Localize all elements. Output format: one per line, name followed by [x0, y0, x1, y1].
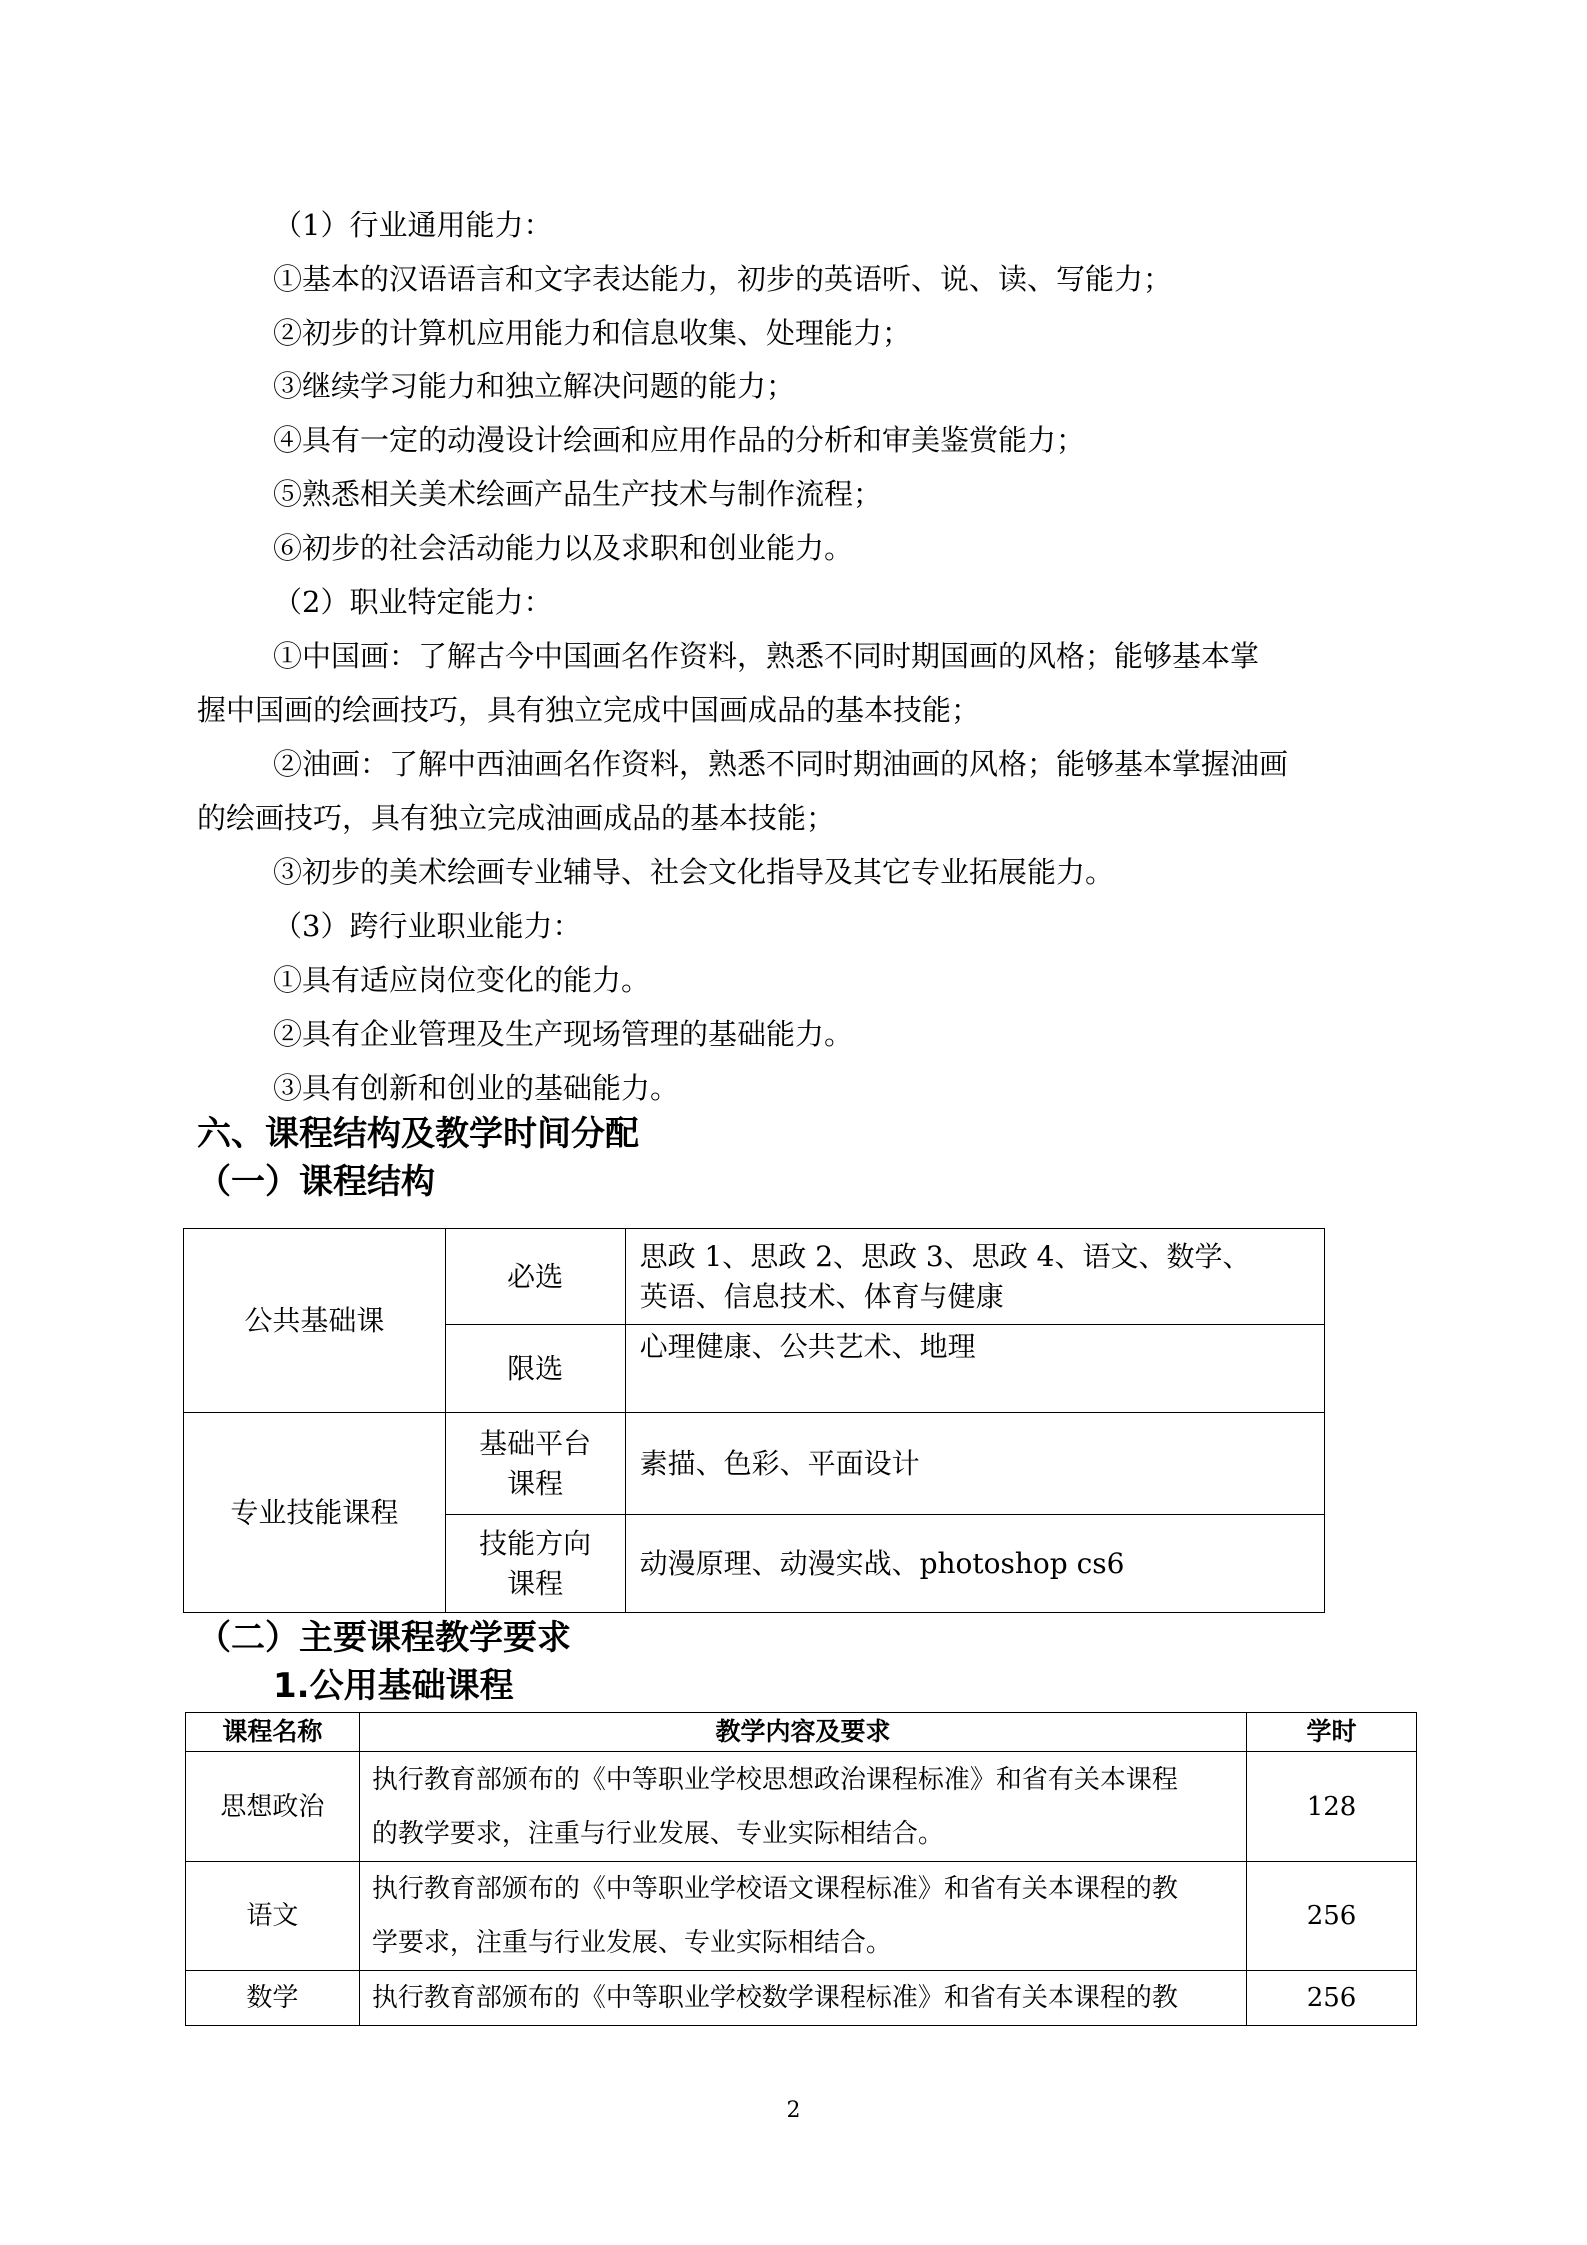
course-description-line-2: 学要求，注重与行业发展、专业实际相结合。 [371, 1928, 892, 1958]
direction-label-line-1: 技能方向 [479, 1526, 592, 1560]
header-course-name: 课程名称 [186, 1713, 360, 1752]
direction-courses: 动漫原理、动漫实战、photoshop cs6 [625, 1515, 1324, 1613]
course-name: 语文 [186, 1862, 360, 1971]
course-description-line-2: 的教学要求，注重与行业发展、专业实际相结合。 [371, 1818, 944, 1849]
type-limited: 限选 [445, 1325, 625, 1413]
table-row [184, 1413, 1325, 1515]
section-title: 六、课程结构及教学时间分配 [197, 1114, 639, 1154]
platform-courses: 素描、色彩、平面设计 [625, 1413, 1324, 1515]
cross-ability-heading: （3）跨行业职业能力： [273, 909, 582, 943]
cross-ability-item-3: ③具有创新和创业的基础能力。 [273, 1071, 680, 1105]
cross-ability-item-2: ②具有企业管理及生产现场管理的基础能力。 [273, 1017, 854, 1051]
course-description [359, 1971, 1246, 2026]
course-description-line-1: 执行教育部颁布的《中等职业学校语文课程标准》和省有关本课程的教 [371, 1874, 1178, 1904]
header-hours: 学时 [1247, 1713, 1417, 1752]
type-platform [445, 1413, 625, 1515]
required-courses [625, 1229, 1324, 1325]
platform-label-line-2: 课程 [507, 1466, 564, 1500]
course-hours: 128 [1247, 1752, 1417, 1862]
general-ability-item-4: ④具有一定的动漫设计绘画和应用作品的分析和审美鉴赏能力； [273, 423, 1086, 457]
table-header-row [186, 1713, 1417, 1752]
course-description-line-1: 执行教育部颁布的《中等职业学校思想政治课程标准》和省有关本课程 [371, 1764, 1178, 1795]
page-number: 2 [786, 2098, 801, 2123]
specific-ability-item-2-line-1: ②油画：了解中西油画名作资料，熟悉不同时期油画的风格；能够基本掌握油画 [273, 747, 1289, 781]
limited-courses: 心理健康、公共艺术、地理 [625, 1325, 1324, 1413]
specific-ability-item-3: ③初步的美术绘画专业辅导、社会文化指导及其它专业拓展能力。 [273, 855, 1115, 889]
direction-label-line-2: 课程 [507, 1566, 564, 1600]
general-ability-item-1: ①基本的汉语语言和文字表达能力，初步的英语听、说、读、写能力； [273, 262, 1173, 296]
platform-label-line-1: 基础平台 [479, 1426, 592, 1460]
general-ability-item-5: ⑤熟悉相关美术绘画产品生产技术与制作流程； [273, 477, 883, 511]
category-public: 公共基础课 [184, 1229, 446, 1413]
course-description [359, 1752, 1246, 1862]
table-row [184, 1229, 1325, 1325]
course-description [359, 1862, 1246, 1971]
course-hours: 256 [1247, 1971, 1417, 2026]
table-row [186, 1971, 1417, 2026]
general-ability-item-3: ③继续学习能力和独立解决问题的能力； [273, 369, 796, 403]
specific-ability-item-1-line-2: 握中国画的绘画技巧，具有独立完成中国画成品的基本技能； [197, 693, 981, 727]
required-courses-line-1: 思政 1、思政 2、思政 3、思政 4、语文、数学、 [639, 1239, 1251, 1273]
specific-ability-item-1-line-1: ①中国画：了解古今中国画名作资料，熟悉不同时期国画的风格；能够基本掌 [273, 639, 1260, 673]
course-hours: 256 [1247, 1862, 1417, 1971]
specific-ability-heading: （2）职业特定能力： [273, 585, 553, 619]
general-ability-heading: （1）行业通用能力： [273, 208, 553, 242]
subsection-title-structure: （一）课程结构 [197, 1162, 435, 1202]
header-content: 教学内容及要求 [359, 1713, 1246, 1752]
specific-ability-item-2-line-2: 的绘画技巧，具有独立完成油画成品的基本技能； [197, 801, 836, 835]
table-row [186, 1752, 1417, 1862]
course-name: 思想政治 [186, 1752, 360, 1862]
general-ability-item-2: ②初步的计算机应用能力和信息收集、处理能力； [273, 316, 912, 350]
subsection-title-requirements: （二）主要课程教学要求 [197, 1618, 571, 1658]
subsubsection-title-public-courses: 1.公用基础课程 [273, 1666, 514, 1706]
course-structure-table [183, 1228, 1325, 1613]
course-requirements-table [185, 1712, 1417, 2026]
table-row [186, 1862, 1417, 1971]
course-name: 数学 [186, 1971, 360, 2026]
category-professional: 专业技能课程 [184, 1413, 446, 1613]
general-ability-item-6: ⑥初步的社会活动能力以及求职和创业能力。 [273, 531, 854, 565]
type-required: 必选 [445, 1229, 625, 1325]
required-courses-line-2: 英语、信息技术、体育与健康 [639, 1279, 1004, 1313]
type-direction [445, 1515, 625, 1613]
cross-ability-item-1: ①具有适应岗位变化的能力。 [273, 963, 651, 997]
course-description-line-1: 执行教育部颁布的《中等职业学校数学课程标准》和省有关本课程的教 [371, 1983, 1178, 2013]
